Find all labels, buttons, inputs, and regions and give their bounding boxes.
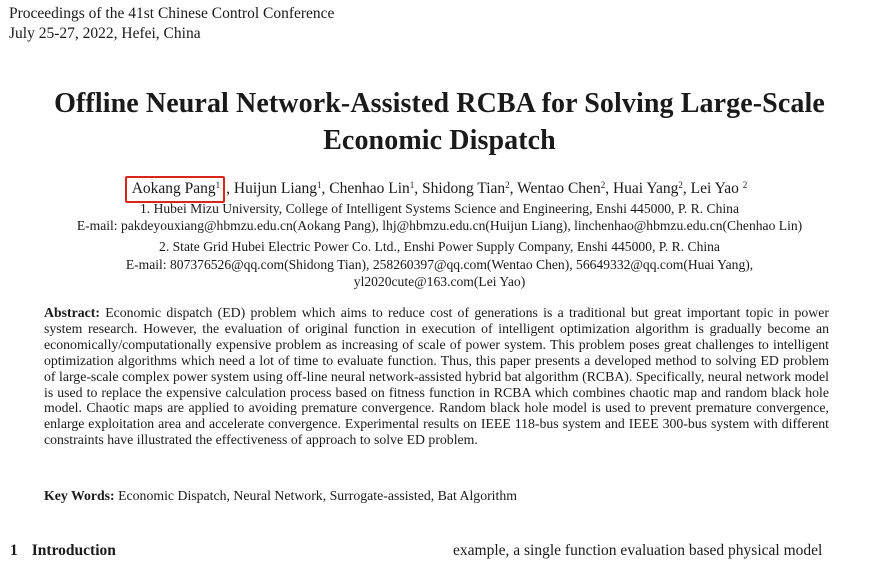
abstract-line: premature convergence. Random black hole model is used to prevent premature convergence, enlarge exploitation area and <box>44 400 830 432</box>
abstract-line: poses great challenges to intelligent optimization algorithms which need a lot of time to evaluate function. Thus, this paper <box>44 336 829 368</box>
paper-title-line-2: Economic Dispatch <box>323 125 556 156</box>
author-sup: 1 <box>409 180 415 190</box>
author-name: Huijun Liang <box>233 180 318 197</box>
author-sup: 1 <box>215 180 221 190</box>
abstract-line: Economic dispatch (ED) problem which aims to reduce cost of generations is a traditional but great important topic <box>105 305 774 320</box>
author-name: Lei Yao <box>690 180 739 197</box>
author-sup: 2 <box>678 180 683 190</box>
abstract-line: in power system research. However, the evaluation of original function in execution of intelligent optimization algorithm is <box>44 305 829 336</box>
author-sup: 2 <box>742 180 748 190</box>
abstract-line: hybrid bat algorithm (RCBA). Specifically, neural network model is used to replace the expensive calculation process based on <box>44 368 829 400</box>
affiliation-1: 1. Hubei Mizu University, College of Intelligent Systems Science and Engineering, Enshi 445000, P. R. China <box>139 201 740 216</box>
affiliation-2: 2. State Grid Hubei Electric Power Co. Ltd., Enshi Power Supply Company, Enshi 445000, P. R. China <box>159 239 720 254</box>
keywords <box>44 488 829 504</box>
author-name: Aokang Pang <box>131 180 216 197</box>
author-name: Chenhao Lin <box>329 180 410 197</box>
author-sup: 1 <box>317 180 322 190</box>
conference-date-location: July 25-27, 2022, Hefei, China <box>9 25 201 42</box>
email-2-line-2: yl2020cute@163.com(Lei Yao) <box>353 274 526 289</box>
abstract-label: Abstract: <box>44 305 100 320</box>
author-name: Shidong Tian <box>422 180 506 197</box>
author-sup: 2 <box>505 180 510 190</box>
paper-title-line-1: Offline Neural Network-Assisted RCBA for Solving Large-Scale <box>54 88 825 119</box>
section-title: Introduction <box>31 542 116 559</box>
abstract-line: accelerate convergence. Experimental results on IEEE 118-bus system and IEEE 300-bus system with different constraints have <box>44 416 829 448</box>
section-number: 1 <box>10 542 18 559</box>
author-name: Huai Yang <box>612 180 679 197</box>
abstract-line: gradually become an economically/computationally expensive problem as increasing of scale of power system. This problem <box>44 320 829 352</box>
column-2-text: example, a single function evaluation based physical model <box>453 542 823 559</box>
keywords-text: Economic Dispatch, Neural Network, Surrogate-assisted, Bat Algorithm <box>118 488 517 503</box>
author-name: Wentao Chen <box>517 180 601 197</box>
section-heading <box>10 541 116 561</box>
email-1: E-mail: pakdeyouxiang@hbmzu.edu.cn(Aokang Pang), lhj@hbmzu.edu.cn(Huijun Liang), linchenhao@hbmzu.edu.cn(Chenhao Lin) <box>76 218 803 233</box>
abstract <box>44 305 829 448</box>
author-sup: 2 <box>600 180 606 190</box>
abstract-line: fitness function in RCBA which combines chaotic map and random black hole model. Chaotic maps are applied to avoiding <box>44 384 829 416</box>
author-list: Aokang Pang$^1$ , Huijun Liang$^1$, Chenhao Lin$^1$, Shidong Tian$^2$, Wentao Chen$^2$, Huai Yang$^2$, Lei Yao $^2$ <box>0 176 879 203</box>
keywords-label: Key Words: <box>44 488 115 503</box>
email-2-line-1: E-mail: 807376526@qq.com(Shidong Tian), 258260397@qq.com(Wentao Chen), 56649332@qq.com(Huai Yang), <box>125 257 754 272</box>
highlighted-author-box <box>125 176 225 203</box>
abstract-line: presents a developed method to solving ED problem of large-scale complex power system using off-line neural network-assisted <box>44 352 830 384</box>
conference-name: Proceedings of the 41st Chinese Control Conference <box>9 5 335 22</box>
abstract-line: illustrated the effectiveness of approach to solve ED problem. <box>136 432 478 448</box>
